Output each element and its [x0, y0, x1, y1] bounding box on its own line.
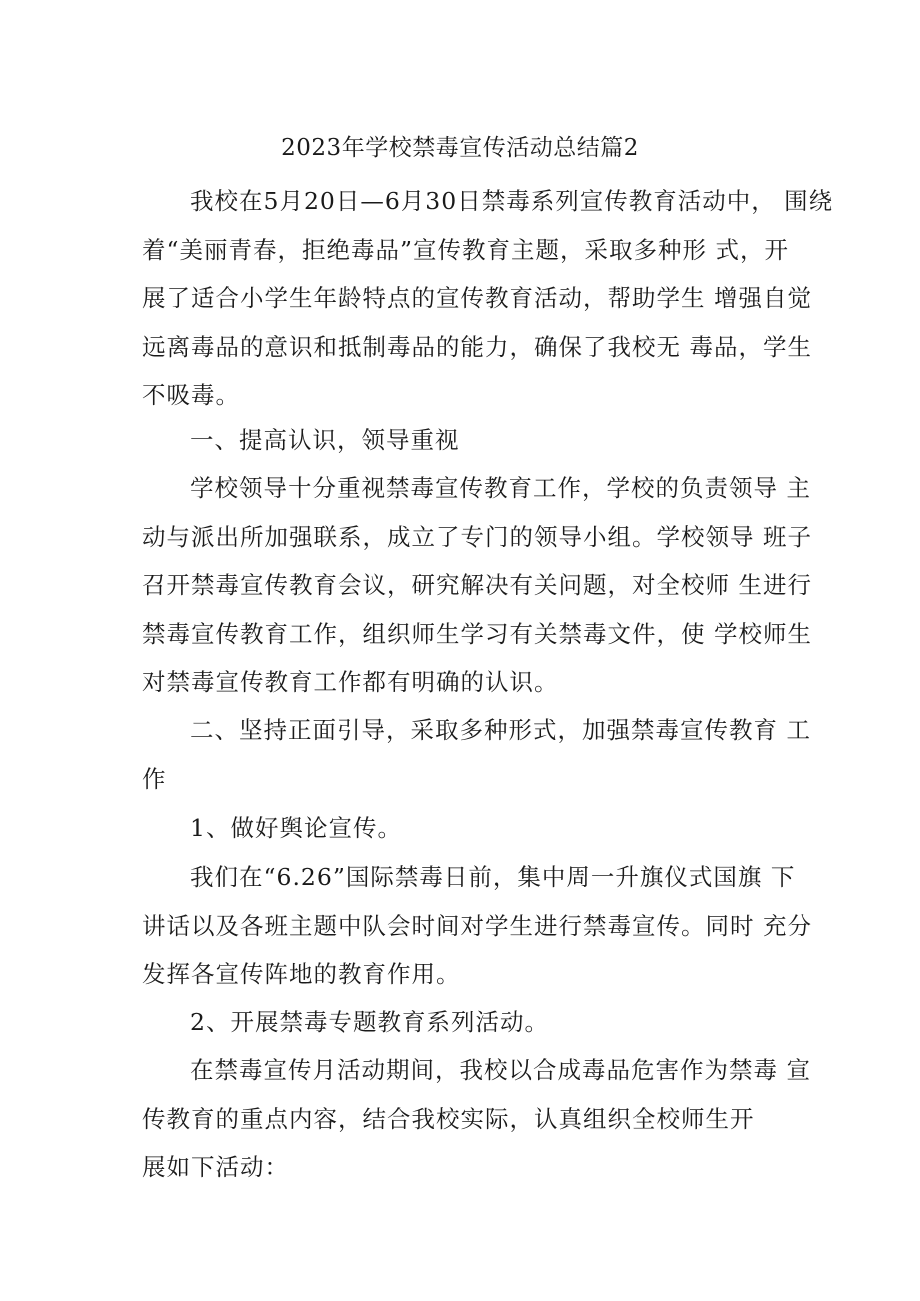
text-line: 2、开展禁毒专题教育系列活动。: [190, 1008, 549, 1036]
paragraph-intro: [142, 177, 834, 420]
subsection-heading-2: [142, 998, 792, 1047]
text-line: 一、提高认识，领导重视: [190, 426, 460, 454]
text-line: 讲话以及各班主题中队会时间对学生进行禁毒宣传。同时 充分: [142, 911, 812, 940]
text-line: 学校领导十分重视禁毒宣传教育工作，学校的负责领导 主: [190, 474, 811, 502]
text-line: 召开禁毒宣传教育会议，研究解决有关问题，对全校师 生进行: [142, 571, 812, 599]
text-line: 对禁毒宣传教育工作都有明确的认识。: [142, 668, 559, 696]
text-line: 发挥各宣传阵地的教育作用。: [142, 960, 461, 988]
text-line: 在禁毒宣传月活动期间，我校以合成毒品危害作为禁毒 宣: [190, 1056, 811, 1084]
text-line: 传教育的重点内容，结合我校实际，认真组织全校师生开: [142, 1104, 755, 1133]
text-line: 远离毒品的意识和抵制毒品的能力，确保了我校无 毒品，学生: [142, 332, 812, 361]
paragraph-activities: [142, 1046, 811, 1192]
text-line: 禁毒宣传教育工作，组织师生学习有关禁毒文件，使 学校师生: [142, 619, 812, 648]
text-line: 展如下活动：: [142, 1153, 289, 1181]
section-heading-1: [142, 416, 792, 465]
text-line: 动与派出所加强联系，成立了专门的领导小组。学校领导 班子: [142, 522, 812, 551]
document-title: 2023年学校禁毒宣传活动总结篇2: [281, 135, 639, 161]
text-line: 我校在5月20日—6月30日禁毒系列宣传教育活动中， 围绕: [190, 187, 834, 215]
paragraph-publicity: [142, 853, 812, 999]
text-line: 不吸毒。: [142, 381, 240, 409]
subsection-heading-1: [142, 804, 792, 853]
text-line: 着“美丽青春，拒绝毒品”宣传教育主题，采取多种形 式，开: [142, 235, 789, 264]
text-line: 1、做好舆论宣传。: [190, 814, 402, 842]
paragraph-leadership: [142, 464, 812, 707]
text-line: 我们在“6.26”国际禁毒日前，集中周一升旗仪式国旗 下: [190, 863, 796, 891]
text-line: 作: [142, 764, 167, 793]
text-line: 二、坚持正面引导，采取多种形式，加强禁毒宣传教育 工: [190, 716, 811, 744]
text-line: 展了适合小学生年龄特点的宣传教育活动，帮助学生 增强自觉: [142, 284, 812, 312]
section-heading-2: [142, 706, 811, 803]
